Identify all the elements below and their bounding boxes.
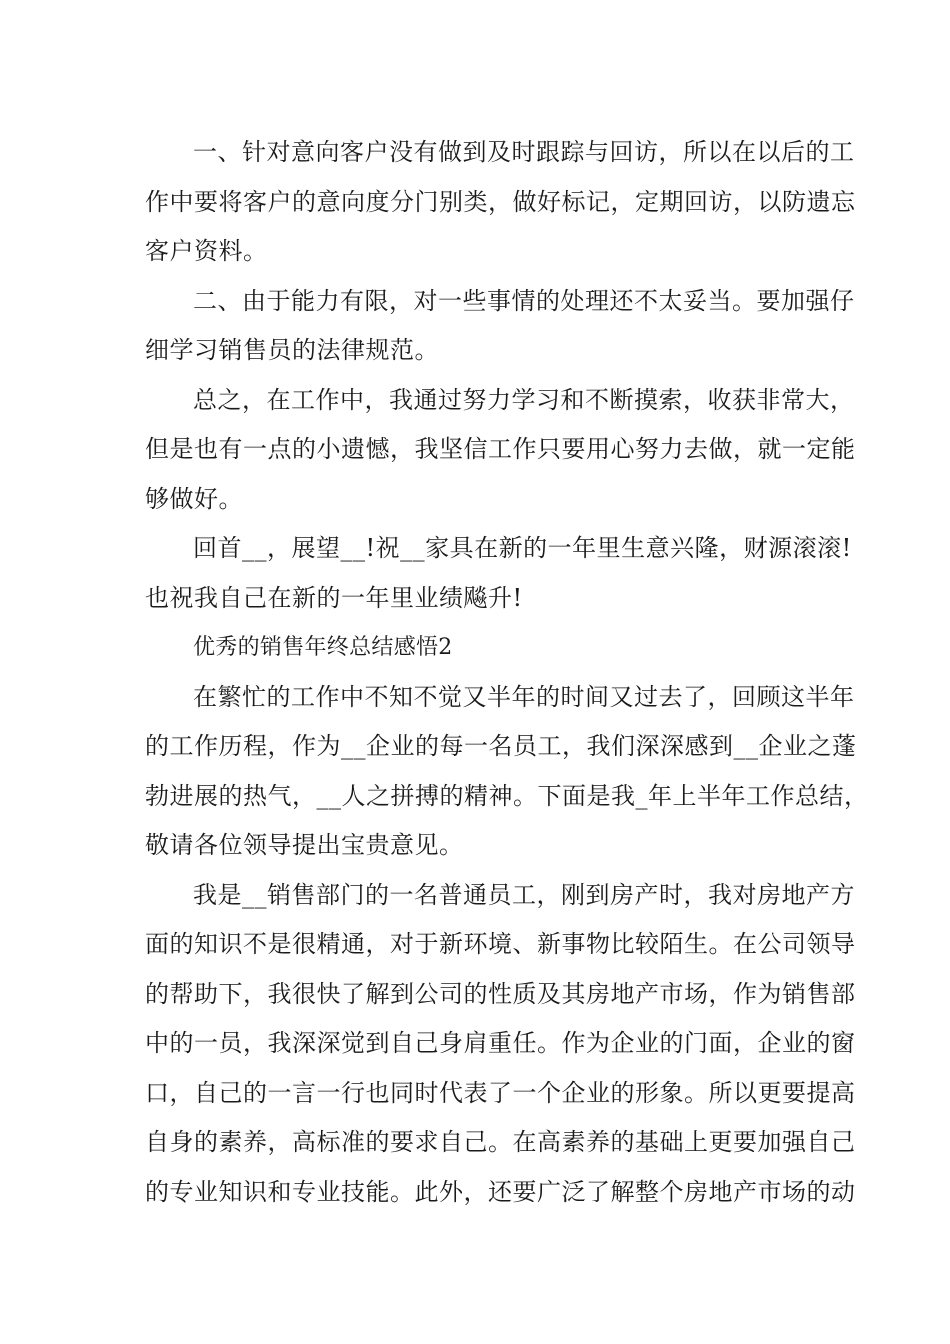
paragraph-limited-ability bbox=[145, 277, 855, 376]
paragraph-half-year-review bbox=[145, 673, 869, 871]
paragraph-wishes bbox=[145, 524, 852, 623]
section-heading: 优秀的销售年终总结感悟2 bbox=[193, 635, 453, 660]
paragraph-follow-up-clients bbox=[145, 128, 856, 277]
text-line: 但是也有一点的小遗憾，我坚信工作只要用心努力去做，就一定能 bbox=[145, 435, 856, 463]
text-line: 自身的素养，高标准的要求自己。在高素养的基础上更要加强自己 bbox=[145, 1128, 856, 1156]
text-line: 的工作历程，作为__企业的每一名员工，我们深深感到__企业之蓬 bbox=[145, 732, 857, 760]
paragraph-conclusion bbox=[145, 376, 856, 525]
text-line: 回首__，展望__!祝__家具在新的一年里生意兴隆，财源滚滚! bbox=[193, 534, 852, 562]
text-line: 总之，在工作中，我通过努力学习和不断摸索，收获非常大， bbox=[193, 385, 855, 414]
text-line: 勃进展的热气，__人之拼搏的精神。下面是我_年上半年工作总结， bbox=[145, 781, 869, 810]
paragraph-sales-employee bbox=[145, 871, 856, 1218]
text-line: 二、由于能力有限，对一些事情的处理还不太妥当。要加强仔 bbox=[193, 286, 855, 315]
text-line: 的帮助下，我很快了解到公司的性质及其房地产市场，作为销售部 bbox=[145, 979, 856, 1008]
text-line: 中的一员，我深深觉到自己身肩重任。作为企业的门面，企业的窗 bbox=[145, 1029, 856, 1057]
text-line: 作中要将客户的意向度分门别类，做好标记，定期回访，以防遗忘 bbox=[145, 187, 856, 216]
document-body bbox=[145, 128, 869, 1217]
text-line: 一、针对意向客户没有做到及时跟踪与回访，所以在以后的工 bbox=[193, 138, 855, 166]
text-line: 口，自己的一言一行也同时代表了一个企业的形象。所以更要提高 bbox=[145, 1078, 856, 1107]
text-line: 我是__销售部门的一名普通员工，刚到房产时，我对房地产方 bbox=[193, 880, 855, 909]
text-line: 的专业知识和专业技能。此外，还要广泛了解整个房地产市场的动 bbox=[145, 1177, 856, 1206]
text-line: 客户资料。 bbox=[145, 237, 268, 265]
text-line: 面的知识不是很精通，对于新环境、新事物比较陌生。在公司领导 bbox=[145, 930, 856, 958]
text-line: 够做好。 bbox=[145, 484, 243, 513]
text-line: 细学习销售员的法律规范。 bbox=[145, 336, 439, 364]
text-line: 敬请各位领导提出宝贵意见。 bbox=[145, 831, 464, 859]
text-line: 在繁忙的工作中不知不觉又半年的时间又过去了，回顾这半年 bbox=[193, 682, 855, 711]
text-line: 也祝我自己在新的一年里业绩飚升! bbox=[145, 583, 523, 612]
